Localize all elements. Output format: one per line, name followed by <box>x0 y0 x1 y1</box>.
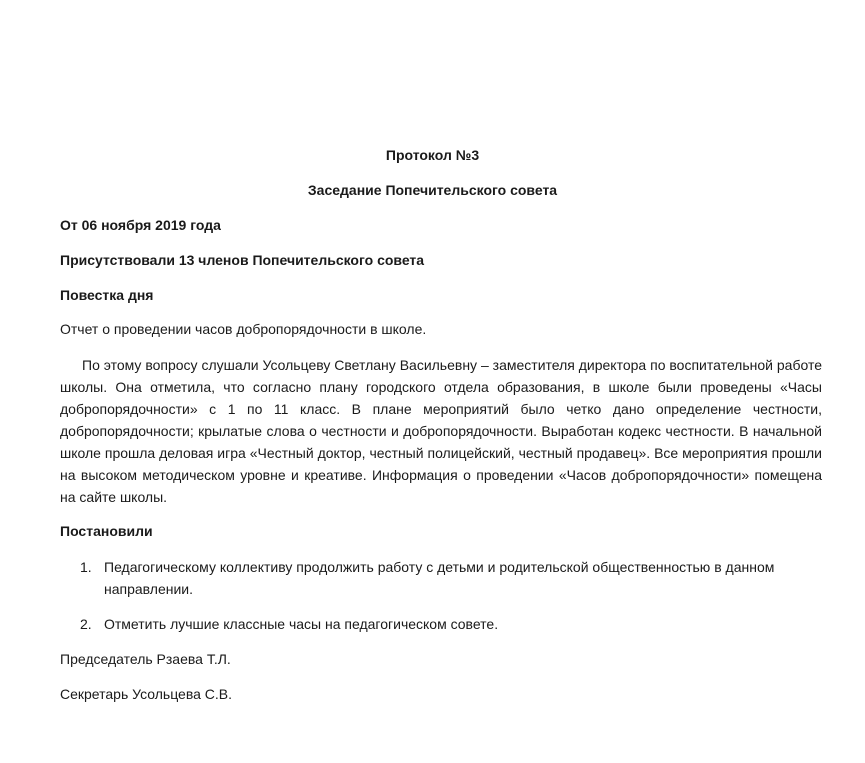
resolution-item <box>60 613 822 635</box>
body-paragraph: По этому вопросу слушали Усольцеву Светлану Васильевну – заместителя директора по воспитательной работе школы. Она отметила, что согласно плану городского отдела образования, в школе были проведены «Часы добропорядочности» с 1 по 11 класс. В плане мероприятий было четко дано определение честности, добропорядочности; крылатые слова о честности и добропорядочности. Выработан кодекс честности. В начальной школе прошла деловая игра «Честный доктор, честный полицейский, честный продавец». Все мероприятия прошли на высоком методическом уровне и креативе. Информация о проведении «Часов добропорядочности» помещена на сайте школы. <box>60 357 822 505</box>
resolution-number: 1. <box>80 559 92 575</box>
document-title: Протокол №3 <box>385 147 480 163</box>
resolution-text: Педагогическому коллективу продолжить работу с детьми и родительской общественностью в данном направлении. <box>104 559 775 597</box>
resolution-list <box>60 556 822 600</box>
resolution-list <box>60 613 822 635</box>
chairman-line: Председатель Рзаева Т.Л. <box>60 651 231 667</box>
resolution-item <box>60 556 822 600</box>
attendance-line: Присутствовали 13 членов Попечительского совета <box>60 252 425 268</box>
secretary-line: Секретарь Усольцева С.В. <box>60 686 233 702</box>
date-line: От 06 ноября 2019 года <box>60 217 221 233</box>
resolution-heading: Постановили <box>60 523 153 539</box>
document-subtitle: Заседание Попечительского совета <box>307 182 558 198</box>
resolution-number: 2. <box>80 616 92 632</box>
resolution-text: Отметить лучшие классные часы на педагогическом совете. <box>104 616 499 632</box>
agenda-heading: Повестка дня <box>60 287 154 303</box>
agenda-item: Отчет о проведении часов добропорядочности в школе. <box>60 321 427 337</box>
